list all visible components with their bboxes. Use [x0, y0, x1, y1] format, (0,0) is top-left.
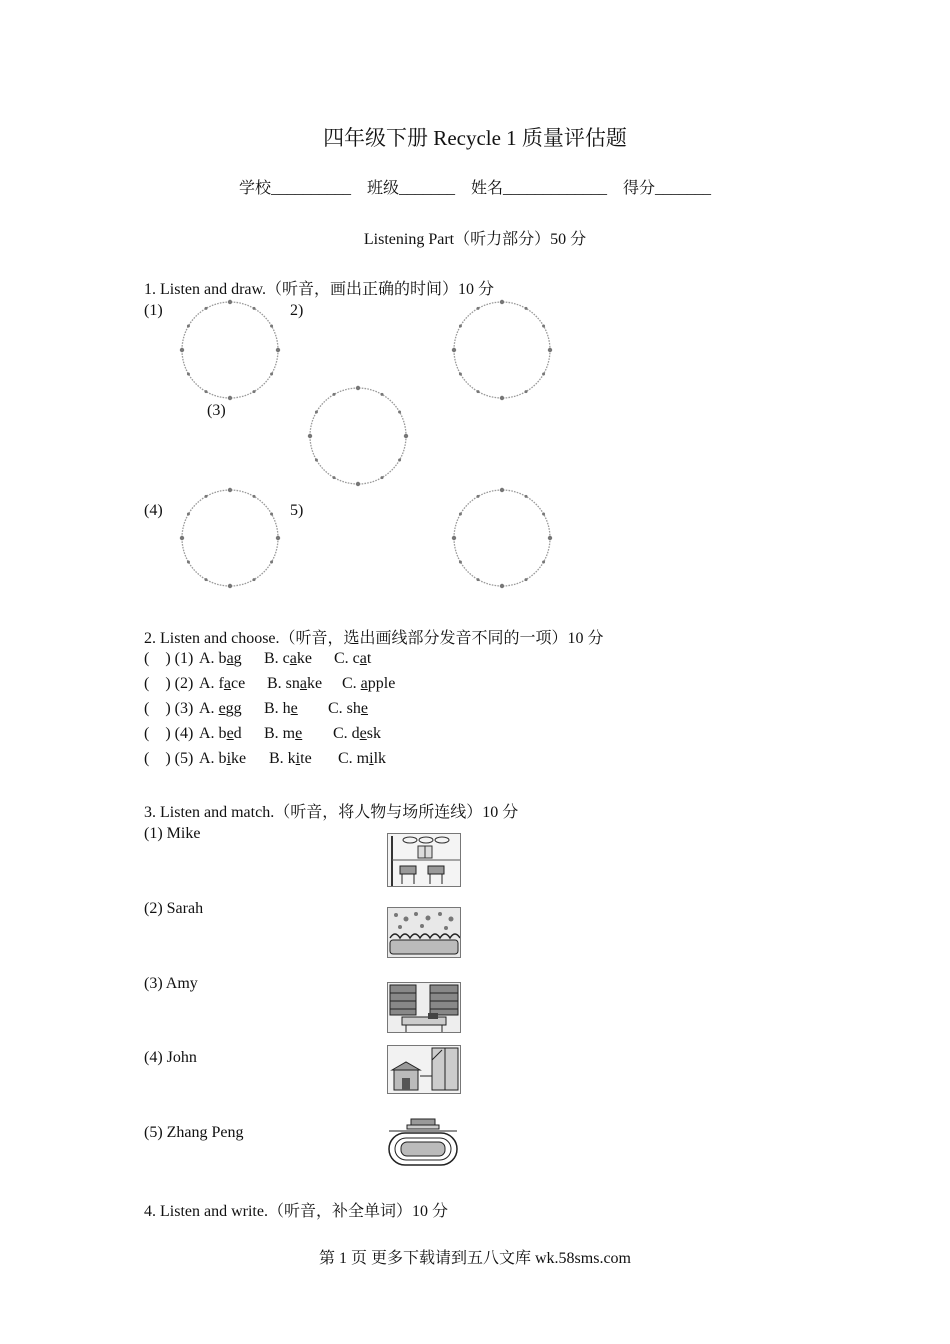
option-text: B. h [264, 700, 291, 717]
clock-circle [454, 490, 550, 586]
option-text: lk [373, 750, 387, 767]
clock-tick [500, 584, 504, 588]
student-info-line [0, 175, 950, 198]
clock-face-3[interactable] [306, 384, 410, 488]
clock-tick [308, 434, 312, 438]
option-text: C. m [338, 750, 370, 767]
playground-picture[interactable] [387, 1117, 459, 1167]
q2-option-a [199, 725, 242, 743]
clock-tick [228, 488, 232, 492]
clock-tick [477, 390, 480, 393]
clock-tick [180, 536, 184, 540]
school-buildings-picture[interactable] [387, 1045, 461, 1094]
clock-tick [253, 578, 256, 581]
underlined-letters: a [223, 675, 231, 692]
clock-tick [270, 373, 273, 376]
library-picture[interactable] [387, 982, 461, 1033]
clock-tick [452, 348, 456, 352]
q3-heading: 3. Listen and match.（听音，将人物与场所连线）10 分 [144, 804, 519, 821]
q2-option-b [264, 650, 312, 668]
clock-face-1[interactable] [178, 298, 282, 402]
underlined-letters: a [360, 675, 368, 692]
option-text: ce [231, 675, 246, 692]
clock-tick [270, 325, 273, 328]
option-text: B. sn [267, 675, 300, 692]
clock-tick [333, 393, 336, 396]
clock-tick [525, 307, 528, 310]
name-field: 姓名_____________ [471, 180, 608, 197]
q2-option-b [264, 725, 302, 743]
option-text: d [233, 725, 242, 742]
clock-tick [187, 561, 190, 564]
clock-tick [333, 476, 336, 479]
q2-option-c [334, 650, 371, 668]
option-text: B. k [269, 750, 296, 767]
clock-tick [315, 411, 318, 414]
clock-tick [315, 459, 318, 462]
underlined-letters: i [295, 750, 301, 767]
clock-circle [454, 302, 550, 398]
clock-circle [182, 302, 278, 398]
clock-tick [500, 488, 504, 492]
q3-name-4: (4) John [144, 1049, 197, 1066]
q2-item-prefix[interactable]: ( ) (3) [144, 700, 198, 717]
underlined-letters: e [290, 700, 298, 717]
clock-tick [270, 513, 273, 516]
q2-item [144, 750, 197, 768]
clock-tick [548, 536, 552, 540]
clock-tick [398, 459, 401, 462]
q2-option-b [264, 700, 298, 718]
clock-tick [205, 495, 208, 498]
option-text: g [233, 650, 242, 667]
underlined-letters: a [359, 650, 367, 667]
clock-tick [525, 495, 528, 498]
clock-tick [525, 390, 528, 393]
q2-item [144, 650, 197, 668]
option-text: ke [307, 675, 323, 692]
clock-tick [205, 390, 208, 393]
clock-tick [452, 536, 456, 540]
clock-tick [542, 561, 545, 564]
option-text: C. [342, 675, 361, 692]
q2-option-a [199, 675, 245, 693]
clock-tick [542, 513, 545, 516]
clock-tick [228, 396, 232, 400]
clock-circle [182, 490, 278, 586]
underlined-letters: a [289, 650, 297, 667]
q2-option-b [269, 750, 312, 768]
clock-tick [187, 373, 190, 376]
option-text: A. b [199, 750, 227, 767]
option-text: te [300, 750, 312, 767]
q2-option-b [267, 675, 322, 693]
q2-item-prefix[interactable]: ( ) (2) [144, 675, 198, 692]
clock-tick [500, 396, 504, 400]
option-text: C. sh [328, 700, 361, 717]
q2-item-prefix[interactable]: ( ) (1) [144, 650, 198, 667]
q1-label-2: 2) [290, 302, 304, 319]
option-text: gg [225, 700, 242, 717]
clock-tick [477, 307, 480, 310]
q2-item [144, 700, 197, 718]
option-text: B. c [264, 650, 290, 667]
classroom-picture[interactable] [387, 833, 461, 887]
garden-picture[interactable] [387, 907, 461, 958]
q2-option-a [199, 700, 242, 718]
q2-option-c [328, 700, 368, 718]
q2-option-c [342, 675, 395, 693]
option-text: C. d [333, 725, 360, 742]
option-text: C. c [334, 650, 360, 667]
q2-option-c [333, 725, 381, 743]
class-field: 班级_______ [366, 180, 455, 197]
page-footer: 第 1 页 更多下载请到五八文库 wk.58sms.com [318, 1250, 631, 1267]
underlined-letters: e [359, 725, 367, 742]
clock-tick [542, 373, 545, 376]
score-field: 得分_______ [623, 180, 712, 197]
clock-tick [187, 513, 190, 516]
q4-heading: 4. Listen and write.（听音，补全单词）10 分 [144, 1203, 448, 1220]
q2-item-prefix[interactable]: ( ) (4) [144, 725, 198, 742]
clock-tick [381, 476, 384, 479]
clock-tick [276, 536, 280, 540]
clock-tick [459, 373, 462, 376]
page-title: 四年级下册 Recycle 1 质量评估题 [323, 126, 627, 150]
q1-label-4: (4) [144, 502, 163, 519]
clock-tick [228, 300, 232, 304]
clock-tick [228, 584, 232, 588]
option-text: A. f [199, 675, 224, 692]
q1-label-1: (1) [144, 302, 163, 319]
listening-part-title: Listening Part（听力部分）50 分 [363, 231, 587, 248]
clock-tick [500, 300, 504, 304]
q2-item [144, 675, 197, 693]
q3-name-2: (2) Sarah [144, 900, 204, 917]
clock-tick [205, 307, 208, 310]
clock-tick [180, 348, 184, 352]
clock-tick [459, 325, 462, 328]
q3-name-5: (5) Zhang Peng [144, 1124, 244, 1141]
option-text: t [366, 650, 372, 667]
underlined-letters: e [360, 700, 369, 717]
q1-label-3: (3) [207, 402, 226, 419]
option-text: B. m [264, 725, 296, 742]
clock-tick [525, 578, 528, 581]
option-text: ke [231, 750, 247, 767]
clock-tick [253, 390, 256, 393]
option-text: sk [366, 725, 382, 742]
q3-name-3: (3) Amy [144, 975, 198, 992]
option-text: A. b [199, 725, 227, 742]
q2-item [144, 725, 197, 743]
option-text: pple [367, 675, 396, 692]
school-field: 学校__________ [238, 180, 351, 197]
clock-tick [477, 578, 480, 581]
clock-tick [187, 325, 190, 328]
underlined-letters: e [295, 725, 303, 742]
clock-face-2[interactable] [450, 298, 554, 402]
clock-tick [270, 561, 273, 564]
q2-option-a [199, 650, 242, 668]
clock-tick [253, 495, 256, 498]
q2-heading: 2. Listen and choose.（听音，选出画线部分发音不同的一项）10 分 [144, 630, 604, 647]
underlined-letters: e [226, 725, 234, 742]
clock-tick [459, 561, 462, 564]
q2-option-a [199, 750, 246, 768]
q1-heading: 1. Listen and draw.（听音，画出正确的时间）10 分 [144, 281, 495, 298]
option-text: A. [199, 700, 219, 717]
q2-item-prefix[interactable]: ( ) (5) [144, 750, 198, 767]
clock-tick [398, 411, 401, 414]
clock-tick [548, 348, 552, 352]
q3-name-1: (1) Mike [144, 825, 201, 842]
clock-circle [310, 388, 406, 484]
clock-face-4[interactable] [178, 486, 282, 590]
clock-face-5[interactable] [450, 486, 554, 590]
underlined-letters: i [369, 750, 374, 767]
q1-label-5: 5) [290, 502, 304, 519]
clock-tick [356, 386, 360, 390]
underlined-letters: i [226, 750, 232, 767]
clock-tick [205, 578, 208, 581]
clock-tick [404, 434, 408, 438]
clock-tick [381, 393, 384, 396]
clock-tick [253, 307, 256, 310]
underlined-letters: a [299, 675, 308, 692]
q2-option-c [338, 750, 386, 768]
clock-tick [477, 495, 480, 498]
clock-tick [276, 348, 280, 352]
option-text: A. b [199, 650, 227, 667]
clock-tick [542, 325, 545, 328]
underlined-letters: a [226, 650, 234, 667]
underlined-letters: e [218, 700, 226, 717]
clock-tick [356, 482, 360, 486]
clock-tick [459, 513, 462, 516]
option-text: ke [296, 650, 312, 667]
